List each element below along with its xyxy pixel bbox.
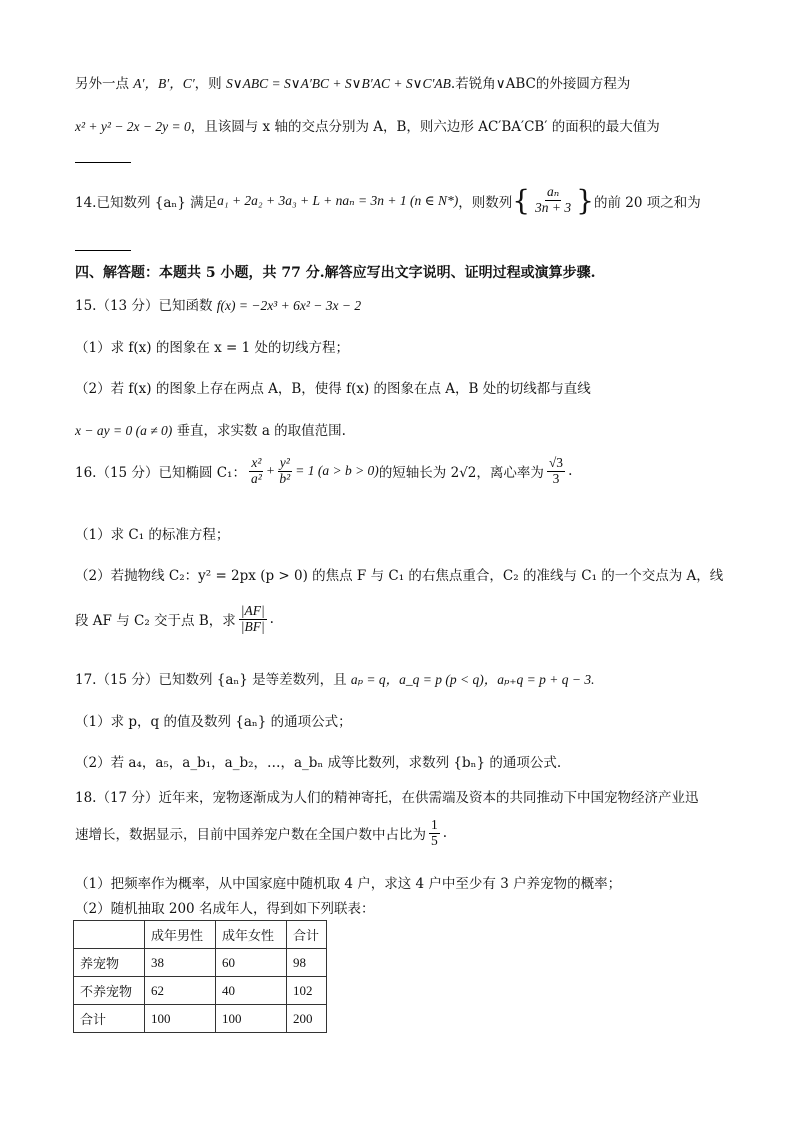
table-header-cell: 成年男性 bbox=[145, 921, 216, 949]
p13-line1 bbox=[75, 72, 630, 92]
table-cell: 200 bbox=[287, 1005, 327, 1033]
p14-frac-den: 3n + 3 bbox=[535, 200, 572, 215]
p18-line1: 18.（17 分）近年来，宠物逐渐成为人们的精神寄托，在供需端及资本的共同推动下中国宠物经济产业迅 bbox=[75, 790, 699, 806]
table-cell: 60 bbox=[216, 949, 287, 977]
p18-q1: （1）把频率作为概率，从中国家庭中随机取 4 户，求这 4 户中至少有 3 户养宠物的概率； bbox=[75, 876, 622, 892]
table-cell: 98 bbox=[287, 949, 327, 977]
p16-x-fraction bbox=[249, 456, 264, 487]
left-brace-icon: { bbox=[512, 184, 531, 217]
table-row bbox=[74, 949, 327, 977]
p18-line2-text: 速增长，数据显示，目前中国养宠户数在全国户数中占比为 bbox=[75, 827, 426, 844]
p16-ratio-fraction bbox=[239, 604, 267, 635]
p17-q2: （2）若 a₄，a₅，a_b₁，a_b₂，…，a_bₙ 成等比数列，求数列 {bₙ} 的通项公式. bbox=[75, 755, 562, 771]
p16-ratio-num: |AF| bbox=[240, 603, 265, 618]
p15-function: f(x) = −2x³ + 6x² − 3x − 2 bbox=[216, 298, 362, 313]
p16-q2b: 段 AF 与 C₂ 交于点 B，求 $\frac{|AF|}{|BF|}$ . bbox=[75, 603, 274, 634]
p17-title: 17.（15 分）已知数列 {aₙ} 是等差数列，且 bbox=[75, 672, 351, 688]
p16-mid: 的短轴长为 2√2，离心率为 bbox=[378, 465, 544, 482]
p18-line2: 速增长，数据显示，目前中国养宠户数在全国户数中占比为 $\frac{1}{5}$ . bbox=[75, 817, 448, 848]
p13-line2 bbox=[75, 115, 660, 135]
table-row bbox=[74, 977, 327, 1005]
p16-ecc-den: 3 bbox=[552, 470, 560, 486]
section-heading: 四、解答题：本题共 5 小题，共 77 分.解答应写出文字说明、证明过程或演算步骤. bbox=[75, 265, 596, 281]
p14-suffix: 的前 20 项之和为 bbox=[594, 194, 701, 211]
p16-ratio-den: |BF| bbox=[240, 618, 265, 634]
table-cell: 40 bbox=[216, 977, 287, 1005]
p13-text-d: ，且该圆与 x 轴的交点分别为 A，B，则六边形 AC′BA′CB′ 的面积的最大值为 bbox=[190, 119, 660, 135]
p15-q1: （1）求 f(x) 的图象在 x = 1 处的切线方程； bbox=[75, 340, 349, 356]
p16-y-num: y² bbox=[279, 455, 290, 470]
p17-head bbox=[75, 668, 594, 688]
p14-mid: ，则数列 bbox=[458, 194, 513, 211]
p16-ecc-fraction bbox=[547, 456, 565, 487]
p16-y-fraction bbox=[277, 456, 292, 487]
p15-q2a: （2）若 f(x) 的图象上存在两点 A，B，使得 f(x) 的图象在点 A，B 处的切线都与直线 bbox=[75, 381, 591, 397]
p14-line bbox=[75, 184, 701, 217]
p15-q2b-text: 垂直，求实数 a 的取值范围. bbox=[172, 423, 346, 439]
table-cell: 62 bbox=[145, 977, 216, 1005]
p16-eq-rest: = 1 (a > b > 0) bbox=[295, 463, 379, 479]
table-cell: 不养宠物 bbox=[74, 977, 145, 1005]
p17-q1: （1）求 p，q 的值及数列 {aₙ} 的通项公式； bbox=[75, 714, 352, 730]
p13-points: A′，B′，C′ bbox=[133, 76, 195, 91]
table-cell: 102 bbox=[287, 977, 327, 1005]
p16-x-den: a² bbox=[250, 470, 262, 486]
p14-frac-num: aₙ bbox=[546, 184, 560, 200]
p15-head bbox=[75, 294, 361, 314]
p13-answer-blank[interactable] bbox=[75, 148, 131, 167]
table-cell: 38 bbox=[145, 949, 216, 977]
p16-q2b-text: 段 AF 与 C₂ 交于点 B，求 bbox=[75, 613, 236, 630]
table-header-row bbox=[74, 921, 327, 949]
p15-line-equation: x − ay = 0 (a ≠ 0) bbox=[75, 423, 173, 438]
p14-answer-blank[interactable] bbox=[75, 236, 131, 255]
table-cell: 100 bbox=[145, 1005, 216, 1033]
p14-fraction bbox=[533, 185, 573, 216]
p18-fraction bbox=[429, 818, 440, 849]
table-header-cell: 成年女性 bbox=[216, 921, 287, 949]
p13-text-b: ，则 bbox=[194, 76, 226, 92]
p13-text-a: 另外一点 bbox=[75, 76, 134, 92]
table-cell: 合计 bbox=[74, 1005, 145, 1033]
table-cell: 100 bbox=[216, 1005, 287, 1033]
p16-q1: （1）求 C₁ 的标准方程； bbox=[75, 527, 230, 543]
table-row bbox=[74, 1005, 327, 1033]
right-brace-icon: } bbox=[576, 184, 594, 217]
p13-circle-equation: x² + y² − 2x − 2y = 0 bbox=[75, 119, 191, 134]
table-header-cell bbox=[74, 921, 145, 949]
p18-q2: （2）随机抽取 200 名成年人，得到如下列联表： bbox=[75, 901, 375, 917]
p14-formula: a₁ + 2a₂ + 3a₃ + L + naₙ = 3n + 1 (n ∈ N*) bbox=[217, 192, 459, 208]
p17-conditions: aₚ = q，a_q = p (p < q)，aₚ₊q = p + q − 3. bbox=[350, 672, 595, 687]
p16-title: 16.（15 分）已知椭圆 C₁： bbox=[75, 465, 246, 482]
table-header-cell: 合计 bbox=[287, 921, 327, 949]
p15-q2b bbox=[75, 419, 346, 439]
p18-frac-num: 1 bbox=[431, 817, 438, 832]
table-cell: 养宠物 bbox=[74, 949, 145, 977]
p14-prefix: 14.已知数列 {aₙ} 满足 bbox=[75, 194, 218, 211]
p16-x-num: x² bbox=[251, 455, 262, 470]
p16-y-den: b² bbox=[279, 470, 291, 486]
p13-text-c: .若锐角∨ABC的外接圆方程为 bbox=[450, 76, 631, 92]
contingency-table bbox=[73, 920, 327, 1033]
p16-ecc-num: √3 bbox=[548, 455, 564, 470]
p16-q2a: （2）若抛物线 C₂：y² = 2px (p > 0) 的焦点 F 与 C₁ 的右焦点重合，C₂ 的准线与 C₁ 的一个交点为 A，线 bbox=[75, 568, 724, 584]
p13-area-formula: S∨ABC = S∨A′BC + S∨B′AC + S∨C′AB bbox=[225, 76, 451, 91]
p15-title: 15.（13 分）已知函数 bbox=[75, 298, 217, 314]
p16-head: 16.（15 分）已知椭圆 C₁： $\frac{\text{x²}}{\text{a²}}$ + $\frac{\text{y²}}{\text{b²}}$ = 1 (a > b > 0) 的短轴长为 2√2，离心率为 $\frac{√3}{3}$ . bbox=[75, 455, 573, 486]
p18-frac-den: 5 bbox=[431, 832, 438, 848]
